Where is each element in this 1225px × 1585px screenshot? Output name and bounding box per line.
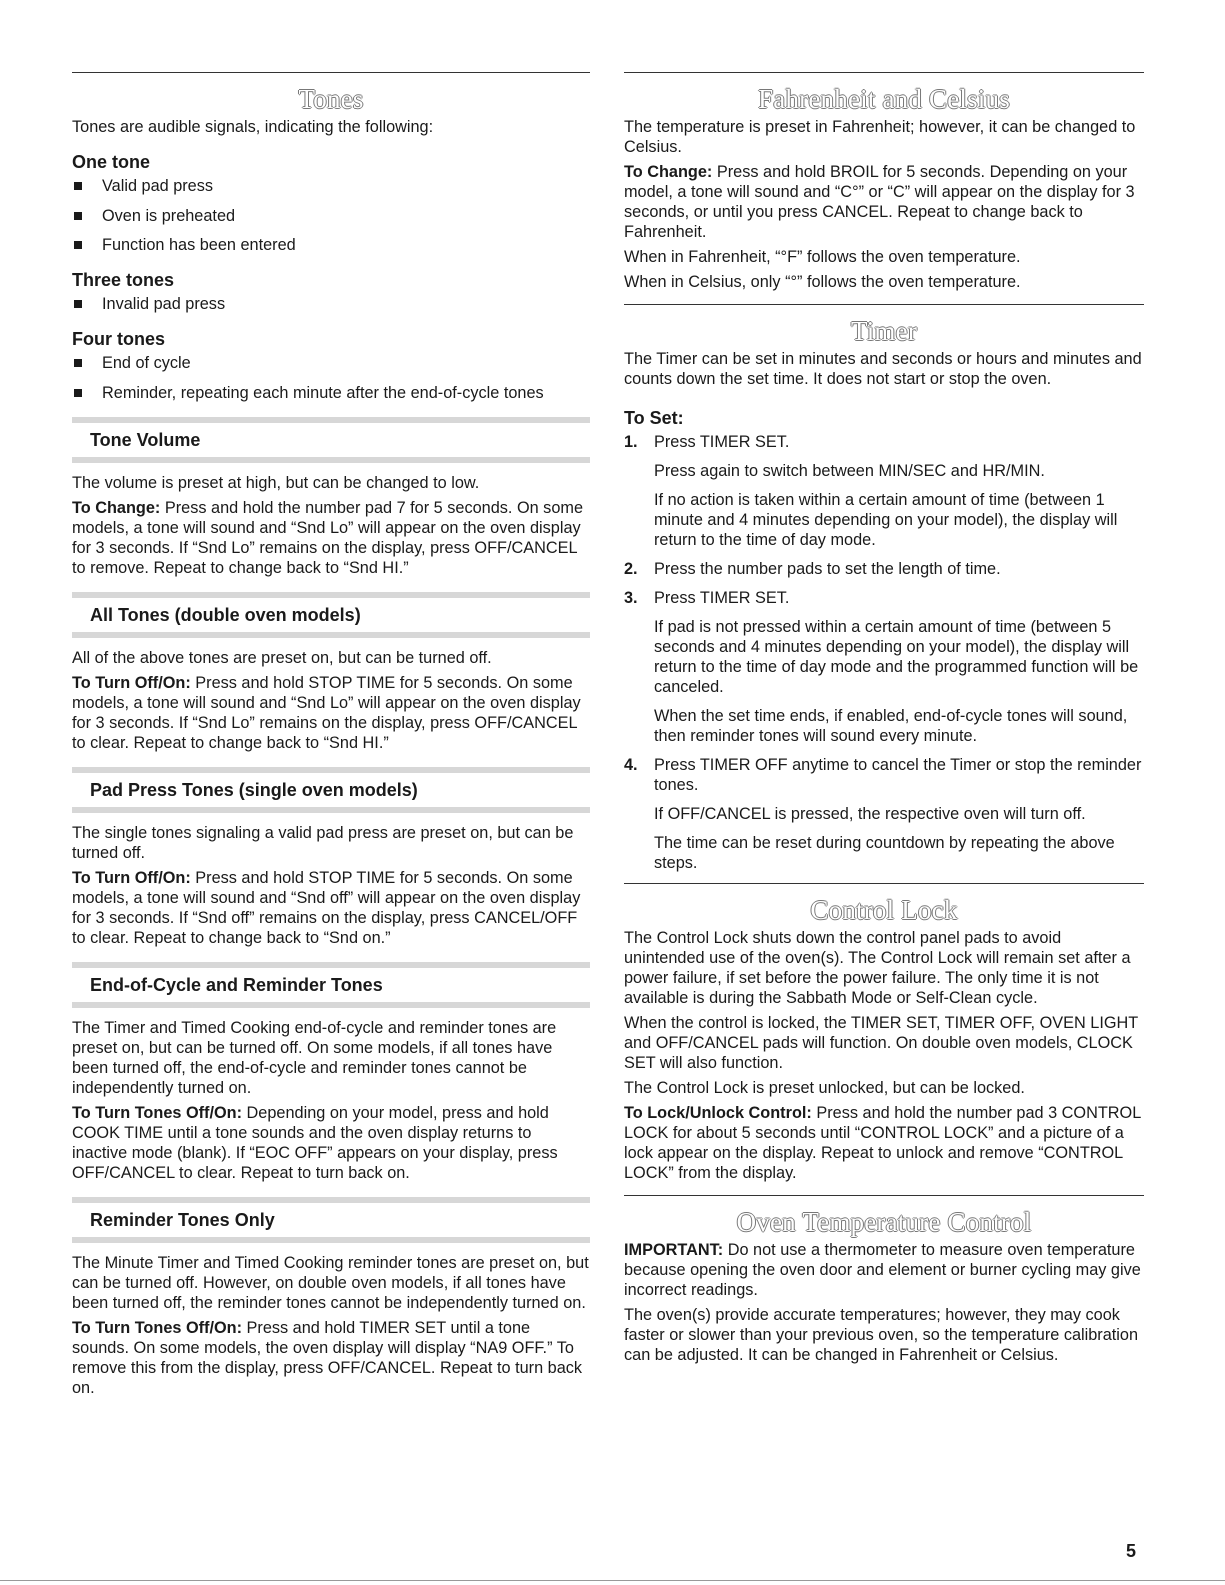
fahrenheit-heading: Fahrenheit and Celsius xyxy=(758,84,1010,114)
all-tones-instructions xyxy=(72,673,590,753)
instruction-lead: To Turn Tones Off/On: xyxy=(72,1318,243,1337)
step-number: 4. xyxy=(624,756,638,774)
tone-list-item xyxy=(72,294,590,314)
instruction-text: Press and hold the number pad 3 CONTROL LOCK for about 5 seconds until “CONTROL LOCK” and a picture of a lock appear on the display. Repeat to unlock and remove “CONTROL LOCK” from the display. xyxy=(624,1104,1141,1182)
timer-step xyxy=(624,559,1144,579)
page-bottom-rule xyxy=(0,1580,1225,1581)
instruction-text: Press and hold BROIL for 5 seconds. Depending on your model, a tone will sound and “C°” or “C” will appear on the display for 3 seconds, or until you press CANCEL. Repeat to change back to Fahrenheit. xyxy=(624,163,1135,241)
step-text: Press TIMER SET. xyxy=(654,433,790,451)
square-bullet-icon xyxy=(74,359,82,367)
instruction-text: Do not use a thermometer to measure oven temperature because opening the oven door and element or burner cycling may give incorrect readings. xyxy=(624,1241,1141,1299)
tone-list-item xyxy=(72,176,590,196)
pad-press-instructions xyxy=(72,868,590,948)
reminder-instructions xyxy=(72,1318,590,1398)
eoc-body: The Timer and Timed Cooking end-of-cycle and reminder tones are preset on, but can be turned off. On some models, if all tones have been turned off, the end-of-cycle and reminder tones cannot be independently turned on. xyxy=(72,1018,557,1097)
control-lock-p1: The Control Lock shuts down the control panel pads to avoid unintended use of the oven(s). The Control Lock will remain set after a power failure, if set before the power failure. The only time it is not available is during the Sabbath Mode or Self-Clean cycle. xyxy=(624,929,1131,1007)
oven-temp-p2: The oven(s) provide accurate temperatures; however, they may cook faster or slower than your previous oven, so the temperature calibration can be adjusted. It can be changed in Fahrenheit or Celsius. xyxy=(624,1306,1139,1364)
pad-press-body: The single tones signaling a valid pad press are preset on, but can be turned off. xyxy=(72,823,574,862)
fahrenheit-instructions xyxy=(624,162,1144,242)
timer-intro: The Timer can be set in minutes and seconds or hours and minutes and counts down the set time. It does not start or stop the oven. xyxy=(624,350,1142,388)
timer-step xyxy=(624,755,1144,873)
instruction-text: Press and hold the number pad 7 for 5 seconds. On some models, a tone will sound and “Snd Lo” will appear on the oven display for 3 seconds. If “Snd Lo” remains on the display, press OFF/CANCEL to remove. Repeat to change back to “Snd HI.” xyxy=(72,498,583,577)
instruction-lead: To Lock/Unlock Control: xyxy=(624,1104,812,1122)
instruction-lead: To Change: xyxy=(72,498,161,517)
oven-temp-heading: Oven Temperature Control xyxy=(736,1207,1032,1237)
celsius-line: When in Celsius, only “°” follows the oven temperature. xyxy=(624,273,1021,291)
step-text: Press TIMER OFF anytime to cancel the Timer or stop the reminder tones. xyxy=(654,756,1142,794)
timer-steps xyxy=(624,432,1144,873)
control-lock-instructions xyxy=(624,1103,1144,1183)
all-tones-heading: All Tones (double oven models) xyxy=(72,592,590,638)
tone-list-text: Oven is preheated xyxy=(102,206,236,225)
tone-list-item xyxy=(72,206,590,226)
instruction-lead: To Turn Tones Off/On: xyxy=(72,1103,243,1122)
step-note: If OFF/CANCEL is pressed, the respective oven will turn off. xyxy=(654,805,1086,823)
tone-volume-instructions xyxy=(72,498,590,578)
square-bullet-icon xyxy=(74,241,82,249)
section-rule xyxy=(624,304,1144,305)
square-bullet-icon xyxy=(74,300,82,308)
square-bullet-icon xyxy=(74,389,82,397)
tone-list-text: End of cycle xyxy=(102,354,191,372)
reminder-body: The Minute Timer and Timed Cooking reminder tones are preset on, but can be turned off. However, on double oven models, if all tones have been turned off, the reminder tones cannot be independently turned on. xyxy=(72,1253,589,1312)
tone-group-heading: Three tones xyxy=(72,270,175,290)
instruction-lead: IMPORTANT: xyxy=(624,1241,724,1259)
instruction-lead: To Turn Off/On: xyxy=(72,673,191,692)
timer-to-set-heading: To Set: xyxy=(624,408,684,428)
step-note: If pad is not pressed within a certain amount of time (between 5 seconds and 4 minutes depending on your model), the display will return to the time of day mode and the programmed function will be canceled. xyxy=(654,618,1139,696)
control-lock-heading: Control Lock xyxy=(810,895,958,925)
instruction-text: Press and hold STOP TIME for 5 seconds. On some models, a tone will sound and “Snd Lo” will appear on the oven display for 3 seconds. If “Snd Lo” remains on the display, press OFF/CANCEL to clear. Repeat to change back to “Snd HI.” xyxy=(72,673,581,752)
control-lock-p3: The Control Lock is preset unlocked, but can be locked. xyxy=(624,1079,1025,1097)
section-rule xyxy=(624,72,1144,73)
control-lock-p2: When the control is locked, the TIMER SET, TIMER OFF, OVEN LIGHT and OFF/CANCEL pads will function. On double oven models, CLOCK SET will also function. xyxy=(624,1014,1138,1072)
section-rule xyxy=(624,883,1144,884)
fahrenheit-intro: The temperature is preset in Fahrenheit; however, it can be changed to Celsius. xyxy=(624,118,1136,156)
step-text: Press the number pads to set the length of time. xyxy=(654,560,1001,578)
tone-groups xyxy=(72,151,590,403)
tone-list-item xyxy=(72,353,590,373)
all-tones-body: All of the above tones are preset on, but can be turned off. xyxy=(72,648,492,667)
pad-press-heading: Pad Press Tones (single oven models) xyxy=(72,767,590,813)
tone-volume-heading: Tone Volume xyxy=(72,417,590,463)
timer-step xyxy=(624,432,1144,550)
section-rule xyxy=(72,72,590,73)
step-note: When the set time ends, if enabled, end-of-cycle tones will sound, then reminder tones will sound every minute. xyxy=(654,707,1128,745)
instruction-text: Press and hold TIMER SET until a tone sounds. On some models, the oven display will display “NA9 OFF.” To remove this from the display, press OFF/CANCEL. Repeat to turn back on. xyxy=(72,1318,583,1397)
step-note: Press again to switch between MIN/SEC and HR/MIN. xyxy=(654,462,1045,480)
tone-list xyxy=(72,294,590,314)
tone-list-text: Function has been entered xyxy=(102,236,296,254)
right-column xyxy=(624,72,1144,1370)
oven-temp-important xyxy=(624,1240,1144,1300)
step-number: 3. xyxy=(624,589,638,607)
timer-heading: Timer xyxy=(850,316,918,346)
tone-list-text: Invalid pad press xyxy=(102,295,226,313)
tone-group-heading: One tone xyxy=(72,152,151,172)
tone-volume-body: The volume is preset at high, but can be changed to low. xyxy=(72,473,480,492)
square-bullet-icon xyxy=(74,212,82,220)
eoc-heading: End-of-Cycle and Reminder Tones xyxy=(72,962,590,1008)
eoc-instructions xyxy=(72,1103,590,1183)
instruction-lead: To Turn Off/On: xyxy=(72,868,191,887)
square-bullet-icon xyxy=(74,182,82,190)
tone-list xyxy=(72,176,590,255)
tone-list-item xyxy=(72,383,590,403)
step-number: 1. xyxy=(624,433,638,451)
instruction-lead: To Change: xyxy=(624,163,713,181)
left-column xyxy=(72,72,590,1403)
timer-step xyxy=(624,588,1144,746)
tone-list-text: Reminder, repeating each minute after the end-of-cycle tones xyxy=(102,383,544,402)
step-number: 2. xyxy=(624,560,638,578)
section-rule xyxy=(624,1195,1144,1196)
step-note: If no action is taken within a certain amount of time (between 1 minute and 4 minutes depending on your model), the display will return to the time of day mode. xyxy=(654,491,1118,549)
page-number: 5 xyxy=(1126,1541,1137,1561)
instruction-text: Press and hold STOP TIME for 5 seconds. On some models, a tone will sound and “Snd off” will appear on the oven display for 3 seconds. If “Snd off” remains on the display, press CANCEL/OFF to clear. Repeat to change back to “Snd on.” xyxy=(72,868,581,947)
tone-group-heading: Four tones xyxy=(72,329,165,349)
fahrenheit-line: When in Fahrenheit, “°F” follows the oven temperature. xyxy=(624,248,1021,266)
tone-list xyxy=(72,353,590,403)
tones-intro: Tones are audible signals, indicating the following: xyxy=(72,118,434,136)
instruction-text: Depending on your model, press and hold COOK TIME until a tone sounds and the oven display returns to inactive mode (blank). If “EOC OFF” appears on your display, press OFF/CANCEL to clear. Repeat to turn back on. xyxy=(72,1103,558,1182)
tone-list-text: Valid pad press xyxy=(102,177,214,195)
step-note: The time can be reset during countdown by repeating the above steps. xyxy=(654,834,1115,872)
step-text: Press TIMER SET. xyxy=(654,589,790,607)
reminder-heading: Reminder Tones Only xyxy=(72,1197,590,1243)
tone-list-item xyxy=(72,235,590,255)
tones-heading: Tones xyxy=(298,84,364,114)
